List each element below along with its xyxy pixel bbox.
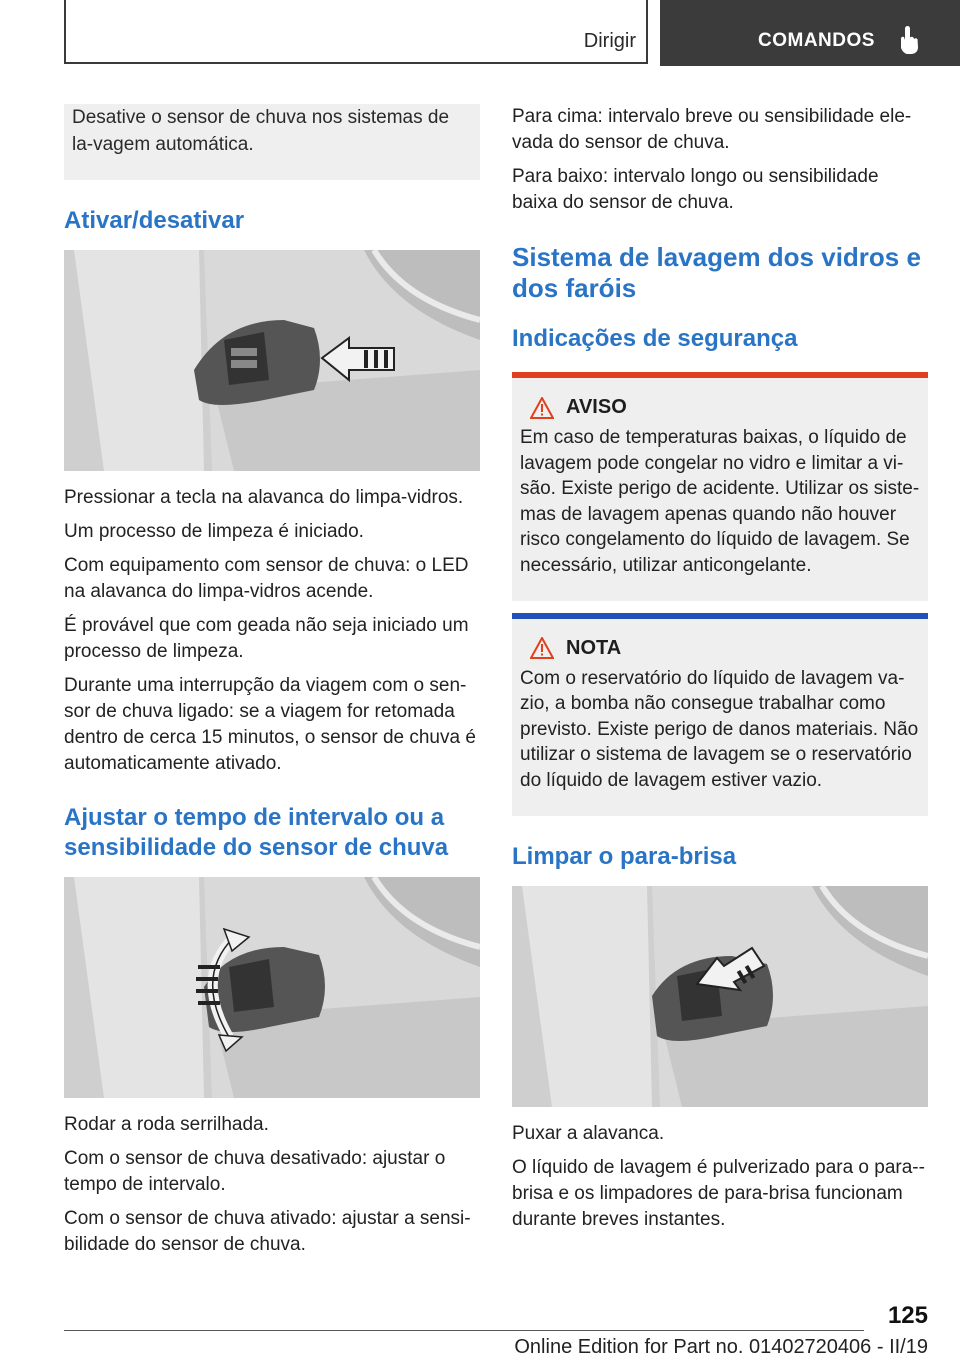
notice-box xyxy=(512,613,928,816)
footer-divider xyxy=(64,1330,864,1331)
left-column xyxy=(64,104,480,1266)
warning-bar xyxy=(512,372,928,378)
header-chapter-tab xyxy=(660,0,960,66)
paragraph: Rodar a roda serrilhada. xyxy=(64,1114,269,1135)
illustration-wiper-pull xyxy=(512,886,928,1107)
hand-pointer-icon xyxy=(896,24,924,56)
warning-box xyxy=(512,372,928,601)
paragraph: Um processo de limpeza é iniciado. xyxy=(64,521,364,542)
header-chapter-label: COMANDOS xyxy=(758,30,875,51)
paragraph: Para baixo: intervalo longo ou sensibilidade baixa do sensor de chuva. xyxy=(512,166,879,213)
heading-activate: Ativar/desativar xyxy=(64,207,245,234)
notice-bar xyxy=(512,613,928,619)
note-text: Desative o sensor de chuva nos sistemas de la‐vagem automática. xyxy=(72,107,450,155)
paragraph: Pressionar a tecla na alavanca do limpa-vidros. xyxy=(64,487,464,508)
paragraph: Com o sensor de chuva desativado: ajustar o tempo de intervalo. xyxy=(64,1148,446,1195)
paragraph: Puxar a alavanca. xyxy=(512,1122,665,1144)
heading-safety: Indicações de segurança xyxy=(512,325,798,352)
warning-triangle-icon xyxy=(530,397,554,419)
illustration-wiper-button xyxy=(64,250,480,471)
right-column xyxy=(512,104,928,1241)
paragraph: Para cima: intervalo breve ou sensibilidade ele‐vada do sensor de chuva. xyxy=(512,106,912,153)
page-number: 125 xyxy=(887,1302,928,1329)
clean-paragraphs xyxy=(512,1121,928,1233)
warning-text: Em caso de temperaturas baixas, o líquido de lavagem pode congelar no vidro e limitar a vi‐são. Existe perigo de acidente. Utilizar os siste‐mas de lavagem apenas quando não houver risco congelamento do líquido de lavagem. Se necessário, utilizar anticongelante. xyxy=(520,427,920,576)
footer-edition: Online Edition for Part no. 01402720406 - II/19 xyxy=(514,1336,928,1358)
heading-adjust: Ajustar o tempo de intervalo ou a sensibilidade do sensor de chuva xyxy=(64,804,449,861)
paragraph: Durante uma interrupção da viagem com o sen‐sor de chuva ligado: se a viagem for retomada dentro de cerca 15 minutos, o sensor de chuva é automaticamente ativado. xyxy=(64,675,476,774)
note-box xyxy=(64,104,480,180)
paragraph: Com o sensor de chuva ativado: ajustar a sensi‐bilidade do sensor de chuva. xyxy=(64,1208,471,1255)
warning-triangle-icon xyxy=(530,637,554,659)
paragraph: É provável que com geada não seja iniciado um processo de limpeza. xyxy=(64,615,469,662)
header-section-label: Dirigir xyxy=(583,30,636,52)
warning-title xyxy=(530,396,920,419)
adjust-paragraphs xyxy=(64,1112,480,1258)
notice-label: NOTA xyxy=(566,636,622,659)
heading-clean-windshield: Limpar o para-brisa xyxy=(512,842,737,870)
activate-paragraphs xyxy=(64,485,480,777)
heading-wash-system: Sistema de lavagem dos vidros e dos faróis xyxy=(512,242,921,303)
illustration-wiper-wheel xyxy=(64,877,480,1098)
notice-text: Com o reservatório do líquido de lavagem va‐zio, a bomba não consegue trabalhar como previsto. Existe perigo de danos materiais. Não utilizar o sistema de lavagem se o reservatório do líquido de lavagem estiver vazio. xyxy=(520,667,919,791)
paragraph: O líquido de lavagem é pulverizado para o para‐-brisa e os limpadores de para-brisa funcionam durante breves instantes. xyxy=(512,1156,925,1230)
paragraph: Com equipamento com sensor de chuva: o LED na alavanca do limpa-vidros acende. xyxy=(64,555,469,602)
notice-title xyxy=(530,637,920,660)
warning-label: AVISO xyxy=(566,396,627,418)
